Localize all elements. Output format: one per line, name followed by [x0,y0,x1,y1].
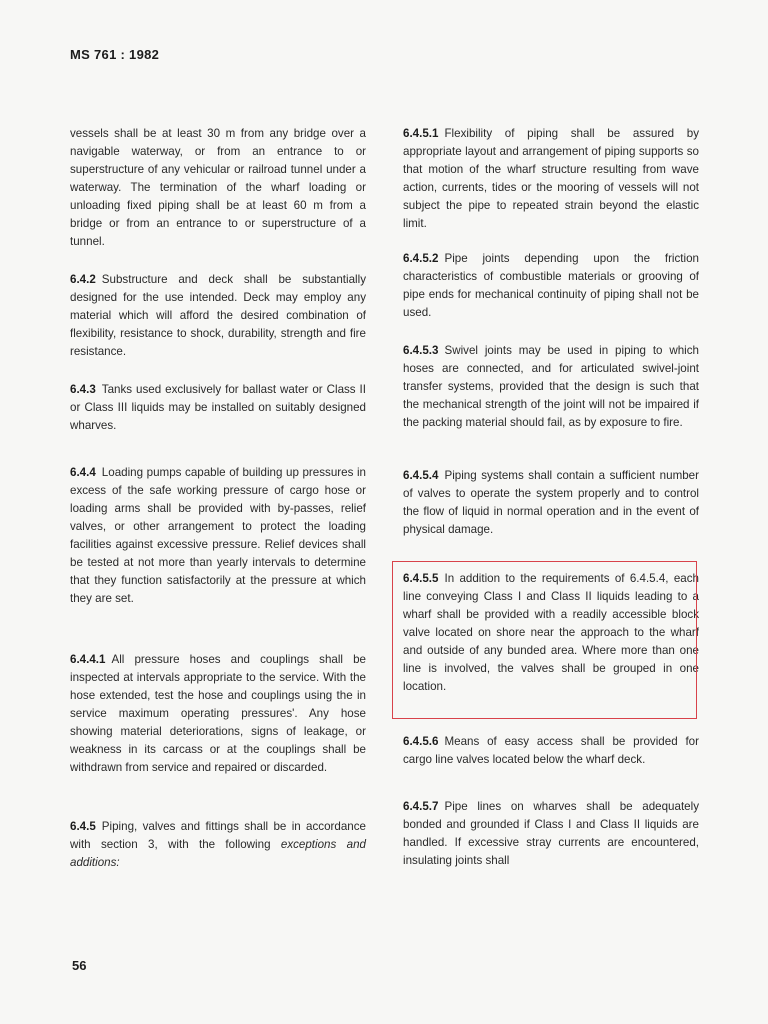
clause-number: 6.4.5.3 [403,344,439,357]
clause-6-4-5 [70,818,366,872]
clause-text: Loading pumps capable of building up pressures in excess of the safe working pressure of cargo hose or loading arms shall be provided with by-passes, relief valves, or other arrangement to protect the loading facilities against excessive pressure. Relief devices shall be tested at not more than yearly intervals to determine that they function satisfactorily at the pressure at which they are set. [70,466,366,605]
paragraph-text: vessels shall be at least 30 m from any bridge over a navigable waterway, or from an entrance to or superstructure of any vehicular or railroad tunnel under a waterway. The termination of the wharf loading or unloading fixed piping shall be at least 60 m from a bridge or from an entrance to or superstructure of a tunnel. [70,127,366,248]
clause-number: 6.4.5 [70,820,96,833]
clause-number: 6.4.4.1 [70,653,106,666]
clause-number: 6.4.3 [70,383,96,396]
clause-number: 6.4.4 [70,466,96,479]
clause-text: Flexibility of piping shall be assured by appropriate layout and arrangement of piping supports so that motion of the wharf structure resulting from wave action, currents, tides or the mooring of vessels will not subject the pipe to repeated strain beyond the elastic limit. [403,127,699,230]
clause-number: 6.4.5.4 [403,469,439,482]
clause-6-4-4 [70,464,366,608]
clause-number: 6.4.5.1 [403,127,439,140]
clause-text: Pipe lines on wharves shall be adequately bonded and grounded if Class I and Class II liquids are handled. If excessive stray currents are encountered, insulating joints shall [403,800,699,867]
clause-number: 6.4.5.7 [403,800,439,813]
clause-6-4-5-3 [403,342,699,432]
clause-text: Tanks used exclusively for ballast water or Class II or Class III liquids may be installed on suitably designed wharves. [70,383,366,432]
clause-6-4-5-2 [403,250,699,322]
clause-number: 6.4.2 [70,273,96,286]
document-code: MS 761 : 1982 [70,47,160,62]
clause-text: Substructure and deck shall be substantially designed for the use intended. Deck may employ any material which will afford the desired combination of flexibility, resistance to shock, durability, strength and fire resistance. [70,273,366,358]
clause-text: Pipe joints depending upon the friction characteristics of combustible materials or grooving of pipe ends for mechanical continuity of piping shall not be used. [403,252,699,319]
clause-6-4-4-1 [70,651,366,777]
clause-6-4-5-4 [403,467,699,539]
clause-6-4-2 [70,271,366,361]
page-number: 56 [72,958,87,973]
clause-text: Piping systems shall contain a sufficient number of valves to operate the system properly and to control the flow of liquid in normal operation and in the event of physical damage. [403,469,699,536]
clause-6-4-5-7 [403,798,699,870]
clause-text: Swivel joints may be used in piping to which hoses are connected, and for articulated swivel-joint transfer systems, provided that the design is such that the mechanical strength of the joint will not be impaired if the packing material should fail, as by exposure to fire. [403,344,699,429]
clause-6-4-5-1 [403,125,699,233]
clause-text: Means of easy access shall be provided for cargo line valves located below the wharf deck. [403,735,699,766]
paragraph-continuation [70,125,366,251]
clause-number: 6.4.5.5 [403,572,439,585]
clause-6-4-5-6 [403,733,699,769]
highlight-box [392,561,697,719]
clause-text: All pressure hoses and couplings shall be inspected at intervals appropriate to the service. With the hose extended, test the hose and couplings using the in service maximum operating pressures'. Any hose showing material deteriorations, signs of leakage, or weakness in its carcass or at the couplings shall be withdrawn from service and repaired or discarded. [70,653,366,774]
clause-text: In addition to the requirements of 6.4.5.4, each line conveying Class I and Class II liquids leading to a wharf shall be provided with a readily accessible block valve located on shore near the approach to the wharf and outside of any bunded area. Where more than one line is involved, the valves shall be grouped in one location. [403,572,699,693]
clause-number: 6.4.5.6 [403,735,439,748]
clause-text: Piping, valves and fittings shall be in accordance with section 3, with the following [70,820,366,851]
clause-6-4-3 [70,381,366,435]
clause-number: 6.4.5.2 [403,252,439,265]
clause-text-italic: exceptions and additions: [70,838,366,869]
